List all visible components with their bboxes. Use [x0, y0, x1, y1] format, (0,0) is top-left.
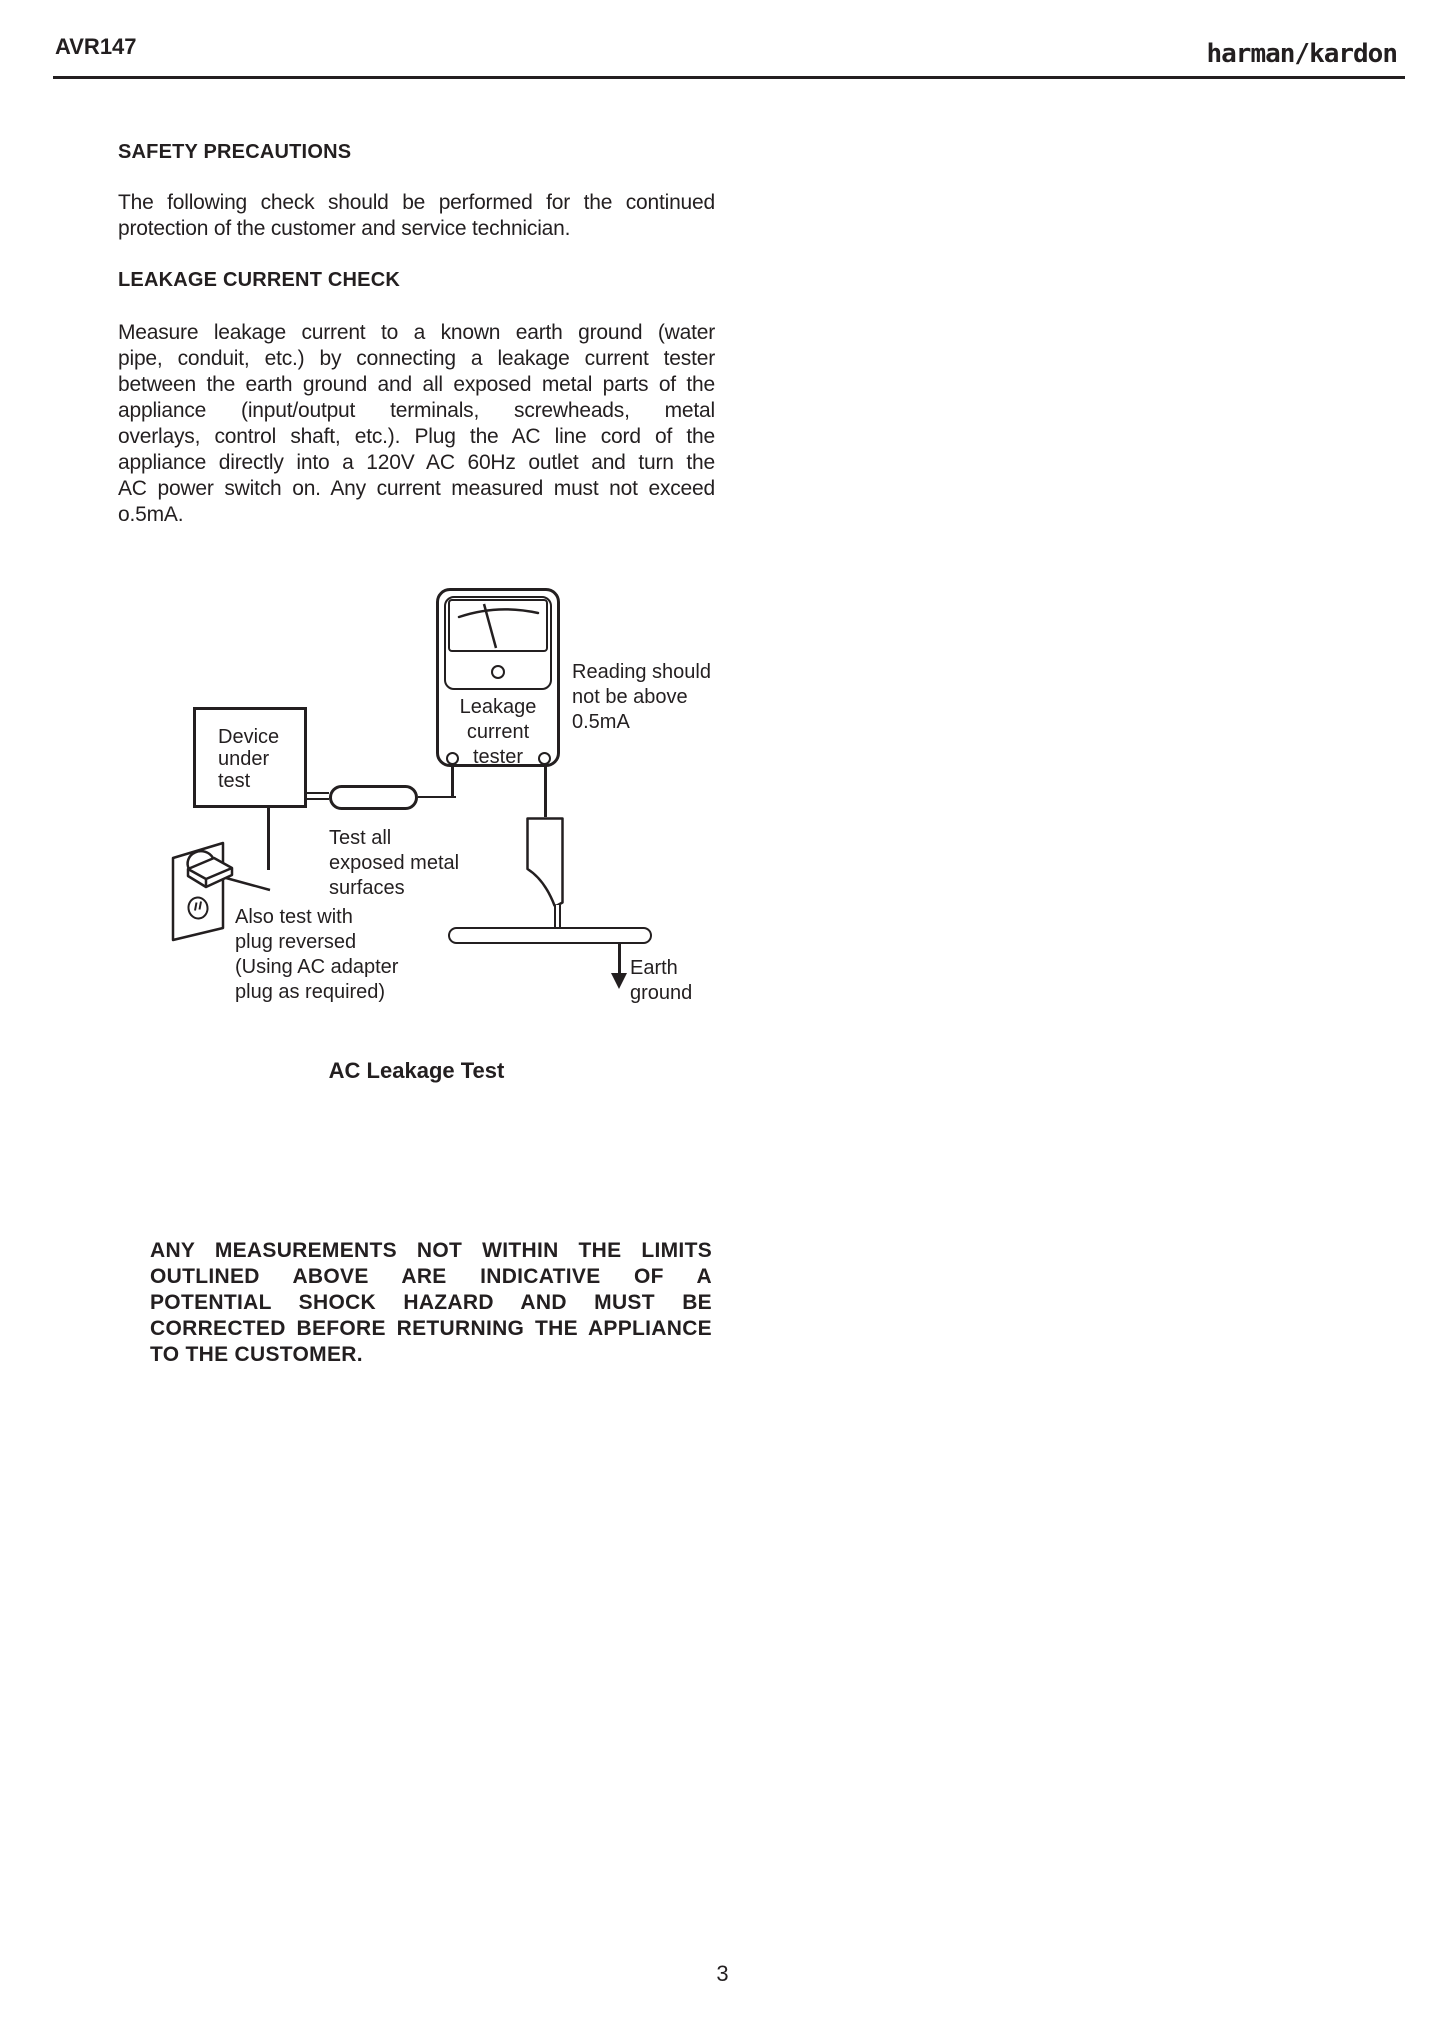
page-number: 3 — [716, 1961, 729, 1986]
brand-logo: harman/kardon — [1206, 39, 1397, 69]
earth-ground-bar — [448, 927, 652, 944]
paragraph-leakage-instructions: Measure leakage current to a known earth ground (water pipe, conduit, etc.) by connecting a leakage current tester between the earth ground and all exposed metal parts of the appliance (input/output terminals, screwheads, metal overlays, control shaft, etc.). Plug the AC line cord of the appliance directly into a 120V AC 60Hz outlet and turn the AC power switch on. Any current measured must not exceed o.5mA. — [118, 321, 715, 526]
probe-lead-lines — [307, 792, 329, 800]
earth-probe-illustration — [526, 817, 564, 907]
device-under-test-label: Device under test — [218, 726, 280, 792]
meter-scale-and-needle-icon — [450, 601, 545, 649]
wire-right-terminal — [544, 765, 547, 817]
reading-note: Reading should not be above 0.5mA — [572, 661, 711, 733]
power-cord-vertical — [267, 808, 270, 870]
ac-leakage-test-diagram — [140, 580, 740, 1025]
test-surfaces-note: Test all exposed metal surfaces — [329, 827, 460, 899]
wire-left-terminal — [451, 765, 454, 798]
heading-leakage-current-check: LEAKAGE CURRENT CHECK — [118, 269, 400, 291]
heading-safety-precautions: SAFETY PRECAUTIONS — [118, 141, 352, 163]
plug-reversed-note: Also test with plug reversed (Using AC adapter plug as required) — [235, 906, 399, 1003]
diagram-caption: AC Leakage Test — [328, 1058, 505, 1083]
meter-terminal-right-icon — [538, 752, 551, 765]
power-cord-diagonal — [224, 874, 272, 894]
paragraph-intro: The following check should be performed for the continued protection of the customer and service technician. — [118, 191, 715, 240]
tester-label: Leakage current tester — [459, 696, 537, 768]
page-title: AVR147 — [55, 34, 137, 59]
shock-hazard-warning: ANY MEASUREMENTS NOT WITHIN THE LIMITS OUTLINED ABOVE ARE INDICATIVE OF A POTENTIAL SHOCK HAZARD AND MUST BE CORRECTED BEFORE RETURNING THE APPLIANCE TO THE CUSTOMER. — [150, 1239, 712, 1366]
earth-ground-label: Earth ground — [630, 957, 693, 1004]
meter-display — [448, 599, 548, 652]
earth-ground-arrow-line — [618, 944, 621, 975]
meter-terminal-left-icon — [446, 752, 459, 765]
meter-adjust-dot-icon — [491, 665, 505, 679]
header-rule — [53, 76, 1405, 79]
test-probe-capsule — [329, 785, 418, 810]
earth-probe-stem — [554, 905, 561, 927]
earth-ground-arrow-icon — [611, 973, 627, 989]
